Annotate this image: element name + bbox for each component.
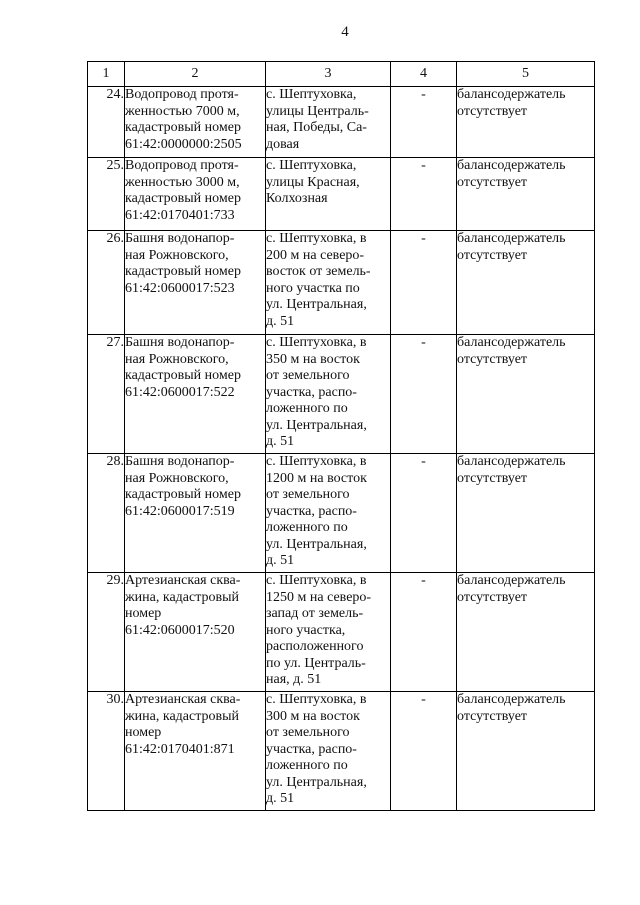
balance-holder: балансодержатель отсутствует xyxy=(457,231,595,335)
column-4-value: - xyxy=(391,573,457,692)
column-4-value: - xyxy=(391,692,457,811)
row-number: 30. xyxy=(88,692,125,811)
column-header-2: 2 xyxy=(125,62,266,87)
table-row xyxy=(88,454,595,573)
balance-holder: балансодержатель отсутствует xyxy=(457,335,595,454)
table-row xyxy=(88,335,595,454)
balance-holder: балансодержатель отсутствует xyxy=(457,87,595,158)
object-location: с. Шептуховка, улицы Красная, Колхозная xyxy=(266,158,391,231)
object-name: Башня водонапор- ная Рожновского, кадастровый номер 61:42:0600017:522 xyxy=(125,335,266,454)
column-4-value: - xyxy=(391,454,457,573)
object-name: Водопровод протя- женностью 3000 м, кадастровый номер 61:42:0170401:733 xyxy=(125,158,266,231)
row-number: 25. xyxy=(88,158,125,231)
row-number: 28. xyxy=(88,454,125,573)
column-4-value: - xyxy=(391,87,457,158)
balance-holder: балансодержатель отсутствует xyxy=(457,692,595,811)
table-row xyxy=(88,158,595,231)
object-name: Водопровод протя- женностью 7000 м, кадастровый номер 61:42:0000000:2505 xyxy=(125,87,266,158)
table-row xyxy=(88,87,595,158)
table-row xyxy=(88,573,595,692)
balance-holder: балансодержатель отсутствует xyxy=(457,573,595,692)
row-number: 29. xyxy=(88,573,125,692)
column-header-3: 3 xyxy=(266,62,391,87)
property-registry-table xyxy=(87,61,595,811)
row-number: 26. xyxy=(88,231,125,335)
row-number: 24. xyxy=(88,87,125,158)
table-row xyxy=(88,231,595,335)
row-number: 27. xyxy=(88,335,125,454)
balance-holder: балансодержатель отсутствует xyxy=(457,454,595,573)
object-name: Башня водонапор- ная Рожновского, кадастровый номер 61:42:0600017:523 xyxy=(125,231,266,335)
object-name: Башня водонапор- ная Рожновского, кадастровый номер 61:42:0600017:519 xyxy=(125,454,266,573)
object-location: с. Шептуховка, в 200 м на северо- восток от земель- ного участка по ул. Центральная, д. 51 xyxy=(266,231,391,335)
column-4-value: - xyxy=(391,335,457,454)
column-4-value: - xyxy=(391,231,457,335)
balance-holder: балансодержатель отсутствует xyxy=(457,158,595,231)
object-location: с. Шептуховка, в 1250 м на северо- запад от земель- ного участка, расположенного по ул. Централь- ная, д. 51 xyxy=(266,573,391,692)
page-number: 4 xyxy=(341,24,349,40)
column-header-1: 1 xyxy=(88,62,125,87)
object-location: с. Шептуховка, в 300 м на восток от земельного участка, распо- ложенного по ул. Центральная, д. 51 xyxy=(266,692,391,811)
object-location: с. Шептуховка, в 350 м на восток от земельного участка, распо- ложенного по ул. Центральная, д. 51 xyxy=(266,335,391,454)
column-4-value: - xyxy=(391,158,457,231)
object-location: с. Шептуховка, улицы Централь- ная, Победы, Са- довая xyxy=(266,87,391,158)
object-location: с. Шептуховка, в 1200 м на восток от земельного участка, распо- ложенного по ул. Центральная, д. 51 xyxy=(266,454,391,573)
column-header-4: 4 xyxy=(391,62,457,87)
table-row xyxy=(88,692,595,811)
object-name: Артезианская сква- жина, кадастровый номер 61:42:0600017:520 xyxy=(125,573,266,692)
table-header-row xyxy=(88,62,595,87)
column-header-5: 5 xyxy=(457,62,595,87)
object-name: Артезианская сква- жина, кадастровый номер 61:42:0170401:871 xyxy=(125,692,266,811)
